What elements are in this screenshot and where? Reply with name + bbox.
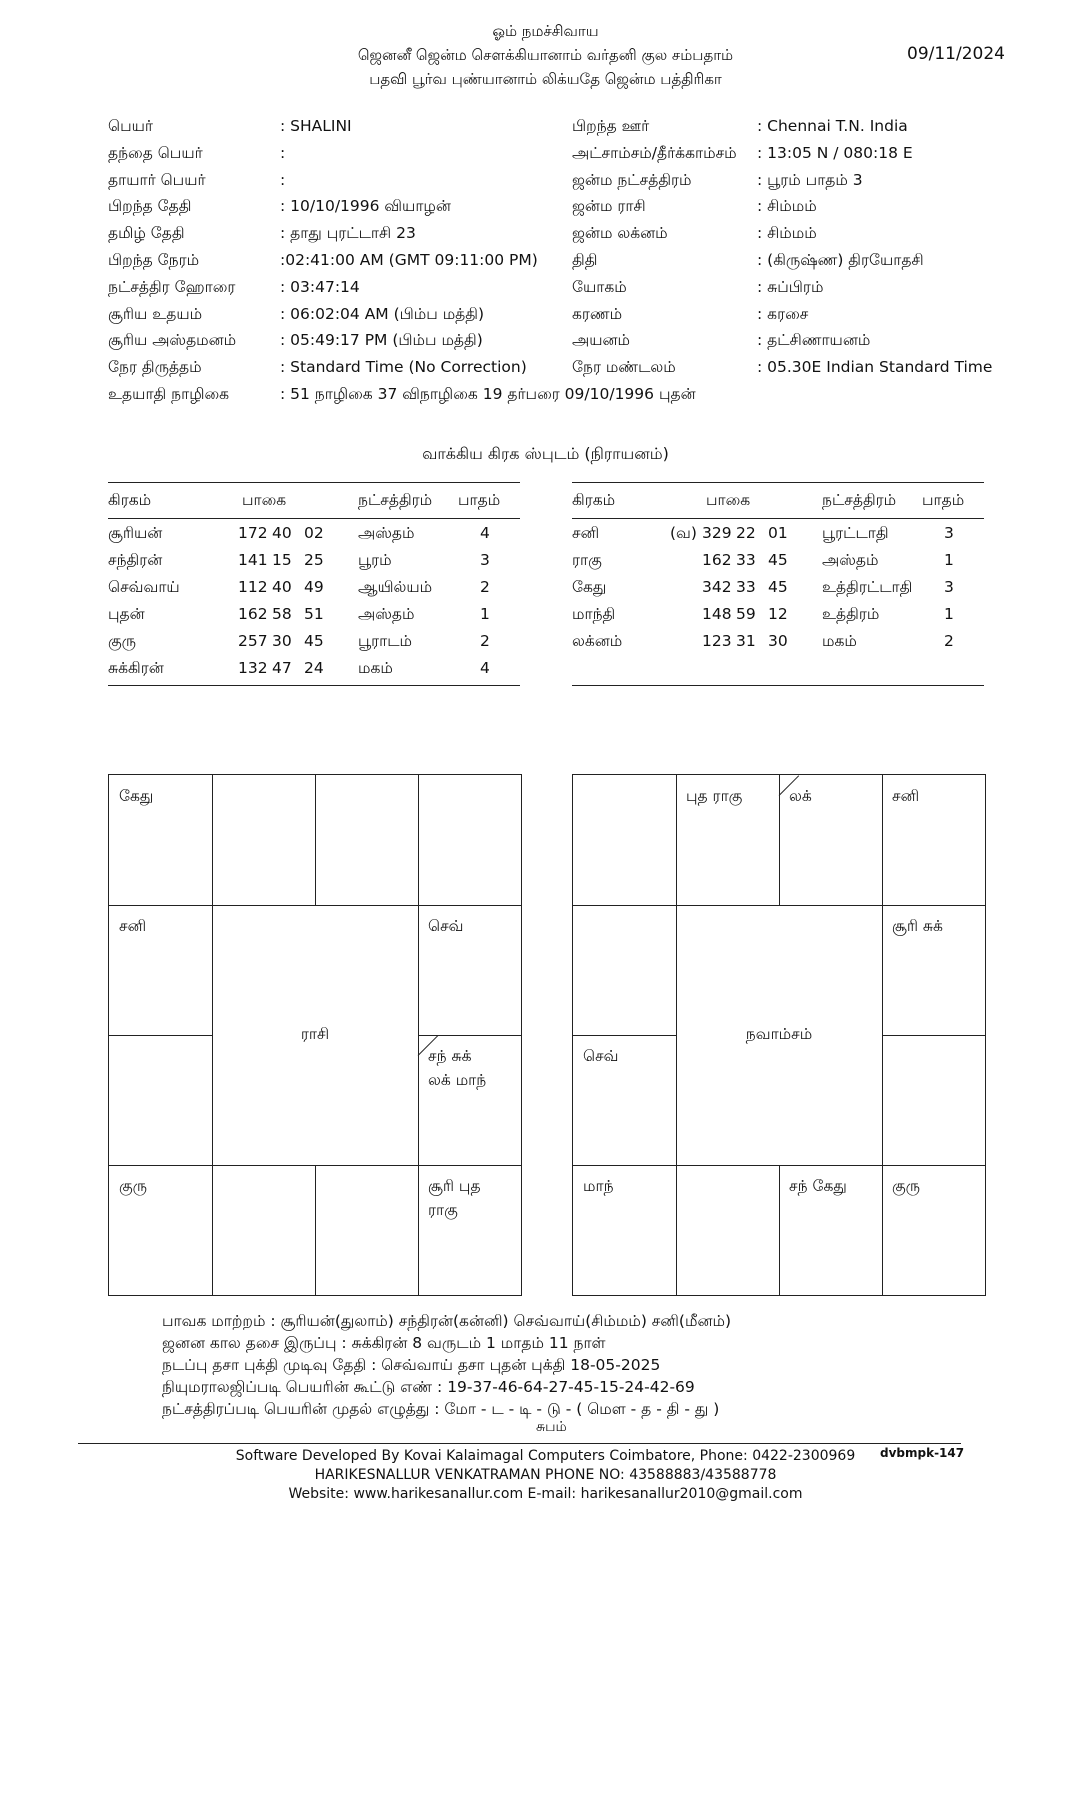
degree: 123 bbox=[702, 632, 732, 650]
degree: 162 bbox=[238, 605, 268, 623]
house-planets: சூரி சுக் bbox=[892, 917, 943, 935]
nakshatra: மகம் bbox=[358, 659, 393, 677]
detail-value: : 05.30E Indian Standard Time bbox=[757, 358, 993, 376]
table-rule bbox=[108, 685, 520, 686]
column-header: நட்சத்திரம் bbox=[822, 491, 897, 509]
detail-label: அட்சாம்சம்/தீர்க்காம்சம் bbox=[572, 144, 737, 162]
second: 30 bbox=[768, 632, 788, 650]
detail-label: ஜன்ம ராசி bbox=[572, 197, 646, 215]
column-header: பாதம் bbox=[922, 491, 965, 509]
table-rule bbox=[572, 518, 984, 519]
grid-line bbox=[676, 775, 677, 1295]
nakshatra: உத்திரம் bbox=[822, 605, 880, 623]
column-header: பாகை bbox=[706, 491, 751, 509]
detail-label: பிறந்த ஊர் bbox=[572, 117, 650, 135]
column-header: கிரகம் bbox=[572, 491, 616, 509]
detail-value: : SHALINI bbox=[280, 117, 352, 135]
detail-label: சூரிய அஸ்தமனம் bbox=[108, 331, 237, 349]
footer-website: Website: www.harikesanallur.com E-mail: harikesanallur2010@gmail.com bbox=[288, 1486, 803, 1502]
detail-label: நட்சத்திர ஹோரை bbox=[108, 278, 236, 296]
minute: 40 bbox=[272, 524, 292, 542]
degree: 141 bbox=[238, 551, 268, 569]
pada: 3 bbox=[480, 551, 490, 569]
nakshatra: பூரட்டாதி bbox=[822, 524, 889, 542]
detail-label: ஜன்ம லக்னம் bbox=[572, 224, 668, 242]
detail-label: அயனம் bbox=[572, 331, 631, 349]
detail-value: : 05:49:17 PM (பிம்ப மத்தி) bbox=[280, 331, 483, 349]
grid-line bbox=[212, 775, 213, 1295]
minute: 15 bbox=[272, 551, 292, 569]
planet-name: செவ்வாய் bbox=[108, 578, 180, 596]
nakshatra: மகம் bbox=[822, 632, 857, 650]
print-date: 09/11/2024 bbox=[907, 44, 1005, 64]
degree: 172 bbox=[238, 524, 268, 542]
column-header: கிரகம் bbox=[108, 491, 152, 509]
house-planets: சந் சுக் bbox=[428, 1047, 472, 1065]
nakshatra: ஆயில்யம் bbox=[358, 578, 433, 596]
detail-value: : 06:02:04 AM (பிம்ப மத்தி) bbox=[280, 305, 485, 323]
second: 24 bbox=[304, 659, 324, 677]
pada: 2 bbox=[480, 632, 490, 650]
degree: 132 bbox=[238, 659, 268, 677]
rasi-chart bbox=[108, 774, 522, 1296]
chart-title: ராசி bbox=[300, 1025, 330, 1043]
planet-name: சந்திரன் bbox=[108, 551, 163, 569]
pada: 3 bbox=[944, 524, 954, 542]
minute: 58 bbox=[272, 605, 292, 623]
pada: 1 bbox=[944, 605, 954, 623]
degree: 112 bbox=[238, 578, 268, 596]
nakshatra: பூரம் bbox=[358, 551, 392, 569]
column-header: பாகை bbox=[242, 491, 287, 509]
note-line: நடப்பு தசா புக்தி முடிவு தேதி : செவ்வாய் தசா புதன் புக்தி 18-05-2025 bbox=[162, 1356, 661, 1374]
nakshatra: அஸ்தம் bbox=[822, 551, 879, 569]
detail-value: : Chennai T.N. India bbox=[757, 117, 908, 135]
planet-name: சனி bbox=[572, 524, 600, 542]
degree: 162 bbox=[702, 551, 732, 569]
detail-value: : 13:05 N / 080:18 E bbox=[757, 144, 913, 162]
second: 45 bbox=[768, 578, 788, 596]
degree: 257 bbox=[238, 632, 268, 650]
detail-label: தந்தை பெயர் bbox=[108, 144, 203, 162]
grid-line bbox=[573, 1165, 985, 1166]
detail-value: : 51 நாழிகை 37 விநாழிகை 19 தர்பரை 09/10/1996 புதன் bbox=[280, 385, 696, 403]
retrograde-mark: (வ) bbox=[670, 524, 697, 542]
note-line: நியுமராலஜிப்படி பெயரின் கூட்டு எண் : 19-37-46-64-27-45-15-24-42-69 bbox=[162, 1378, 695, 1396]
minute: 59 bbox=[736, 605, 756, 623]
detail-value: : சிம்மம் bbox=[757, 197, 817, 215]
note-line: நட்சத்திரப்படி பெயரின் முதல் எழுத்து : மோ - ட - டி - டு - ( மௌ - த - தி - து ) bbox=[162, 1400, 720, 1418]
detail-value: : Standard Time (No Correction) bbox=[280, 358, 527, 376]
note-line: பாவக மாற்றம் : சூரியன்(துலாம்) சந்திரன்(கன்னி) செவ்வாய்(சிம்மம்) சனி(மீனம்) bbox=[162, 1312, 732, 1330]
planet-name: கேது bbox=[572, 578, 607, 596]
planet-name: குரு bbox=[108, 632, 137, 650]
second: 51 bbox=[304, 605, 324, 623]
house-planets: சந் கேது bbox=[789, 1177, 847, 1195]
second: 02 bbox=[304, 524, 324, 542]
minute: 40 bbox=[272, 578, 292, 596]
planet-positions-table-right bbox=[572, 482, 984, 686]
detail-value: : 10/10/1996 வியாழன் bbox=[280, 197, 451, 215]
detail-value: : bbox=[280, 171, 286, 189]
house-planets: ராகு bbox=[428, 1201, 458, 1219]
house-planets: செவ் bbox=[428, 917, 464, 935]
house-planets: கேது bbox=[119, 787, 154, 805]
column-header: பாதம் bbox=[458, 491, 501, 509]
detail-value: :02:41:00 AM (GMT 09:11:00 PM) bbox=[280, 251, 538, 269]
house-planets: மாந் bbox=[583, 1177, 614, 1195]
footer-code: dvbmpk-147 bbox=[880, 1446, 965, 1460]
second: 12 bbox=[768, 605, 788, 623]
footer-developer: Software Developed By Kovai Kalaimagal Computers Coimbatore, Phone: 0422-2300969 bbox=[235, 1448, 856, 1464]
planet-positions-table-left bbox=[108, 482, 520, 686]
house-planets: சனி bbox=[119, 917, 147, 935]
planet-name: லக்னம் bbox=[572, 632, 623, 650]
grid-line bbox=[882, 1035, 985, 1036]
planet-name: சூரியன் bbox=[108, 524, 163, 542]
table-rule bbox=[572, 685, 984, 686]
detail-value: : தாது புரட்டாசி 23 bbox=[280, 224, 416, 242]
detail-value: : தட்சிணாயனம் bbox=[757, 331, 871, 349]
detail-label: பெயர் bbox=[108, 117, 153, 135]
table-rule bbox=[108, 518, 520, 519]
footer-contact: HARIKESNALLUR VENKATRAMAN PHONE NO: 43588883/43588778 bbox=[314, 1467, 777, 1483]
positions-title: வாக்கிய கிரக ஸ்புடம் (நிராயனம்) bbox=[422, 444, 669, 463]
second: 45 bbox=[768, 551, 788, 569]
detail-value: : சுப்பிரம் bbox=[757, 278, 824, 296]
degree: 342 bbox=[702, 578, 732, 596]
house-planets: புத ராகு bbox=[686, 787, 743, 805]
pada: 3 bbox=[944, 578, 954, 596]
pada: 4 bbox=[480, 659, 490, 677]
verse-line-1: ஜெனனீ ஜென்ம சௌக்கியானாம் வர்தனி குல சம்பதாம் bbox=[357, 46, 734, 64]
second: 45 bbox=[304, 632, 324, 650]
note-line: ஜனன கால தசை இருப்பு : சுக்கிரன் 8 வருடம் 1 மாதம் 11 நாள் bbox=[162, 1334, 606, 1352]
nakshatra: உத்திரட்டாதி bbox=[822, 578, 913, 596]
grid-line bbox=[315, 775, 316, 905]
grid-line bbox=[418, 1035, 521, 1036]
grid-line bbox=[573, 905, 985, 906]
detail-label: கரணம் bbox=[572, 305, 623, 323]
detail-label: பிறந்த நேரம் bbox=[108, 251, 200, 269]
house-planets: லக் bbox=[789, 787, 812, 805]
detail-label: நேர திருத்தம் bbox=[108, 358, 202, 376]
pada: 1 bbox=[480, 605, 490, 623]
detail-label: சூரிய உதயம் bbox=[108, 305, 203, 323]
grid-line bbox=[779, 1165, 780, 1295]
minute: 33 bbox=[736, 578, 756, 596]
detail-label: உதயாதி நாழிகை bbox=[108, 385, 230, 403]
house-planets: செவ் bbox=[583, 1047, 619, 1065]
second: 49 bbox=[304, 578, 324, 596]
house-planets: குரு bbox=[119, 1177, 148, 1195]
detail-value: : bbox=[280, 144, 286, 162]
detail-label: தமிழ் தேதி bbox=[108, 224, 185, 242]
second: 01 bbox=[768, 524, 788, 542]
grid-line bbox=[573, 1035, 676, 1036]
nakshatra: அஸ்தம் bbox=[358, 524, 415, 542]
detail-value: : சிம்மம் bbox=[757, 224, 817, 242]
invocation-line: ஓம் நமச்சிவாய bbox=[492, 22, 599, 40]
pada: 2 bbox=[480, 578, 490, 596]
chart-title: நவாம்சம் bbox=[745, 1025, 813, 1043]
verse-line-2: பதவி பூர்வ புண்யானாம் லிக்யதே ஜென்ம பத்திரிகா bbox=[369, 70, 722, 88]
detail-label: திதி bbox=[572, 251, 598, 269]
detail-label: தாயார் பெயர் bbox=[108, 171, 206, 189]
degree: 148 bbox=[702, 605, 732, 623]
pada: 1 bbox=[944, 551, 954, 569]
footer-divider bbox=[78, 1443, 961, 1444]
grid-line bbox=[109, 905, 521, 906]
planet-name: மாந்தி bbox=[572, 605, 616, 623]
pada: 4 bbox=[480, 524, 490, 542]
detail-value: : 03:47:14 bbox=[280, 278, 360, 296]
minute: 47 bbox=[272, 659, 292, 677]
detail-value: : (கிருஷ்ண) திரயோதசி bbox=[757, 251, 924, 269]
second: 25 bbox=[304, 551, 324, 569]
column-header: நட்சத்திரம் bbox=[358, 491, 433, 509]
detail-value: : கரசை bbox=[757, 305, 809, 323]
planet-name: சுக்கிரன் bbox=[108, 659, 164, 677]
grid-line bbox=[315, 1165, 316, 1295]
house-planets: சூரி புத bbox=[428, 1177, 481, 1195]
pada: 2 bbox=[944, 632, 954, 650]
minute: 31 bbox=[736, 632, 756, 650]
table-rule bbox=[572, 482, 984, 483]
house-planets: லக் மாந் bbox=[428, 1071, 487, 1089]
navamsa-chart bbox=[572, 774, 986, 1296]
table-rule bbox=[108, 482, 520, 483]
grid-line bbox=[109, 1165, 521, 1166]
grid-line bbox=[109, 1035, 212, 1036]
nakshatra: அஸ்தம் bbox=[358, 605, 415, 623]
minute: 22 bbox=[736, 524, 756, 542]
house-planets: சனி bbox=[892, 787, 920, 805]
degree: 329 bbox=[702, 524, 732, 542]
detail-label: நேர மண்டலம் bbox=[572, 358, 676, 376]
house-planets: குரு bbox=[892, 1177, 921, 1195]
detail-label: ஜன்ம நட்சத்திரம் bbox=[572, 171, 692, 189]
subam-mark: சுபம் bbox=[536, 1419, 567, 1435]
detail-label: பிறந்த தேதி bbox=[108, 197, 192, 215]
detail-value: : பூரம் பாதம் 3 bbox=[757, 171, 863, 189]
minute: 30 bbox=[272, 632, 292, 650]
nakshatra: பூராடம் bbox=[358, 632, 413, 650]
minute: 33 bbox=[736, 551, 756, 569]
planet-name: ராகு bbox=[572, 551, 602, 569]
detail-label: யோகம் bbox=[572, 278, 627, 296]
planet-name: புதன் bbox=[108, 605, 145, 623]
